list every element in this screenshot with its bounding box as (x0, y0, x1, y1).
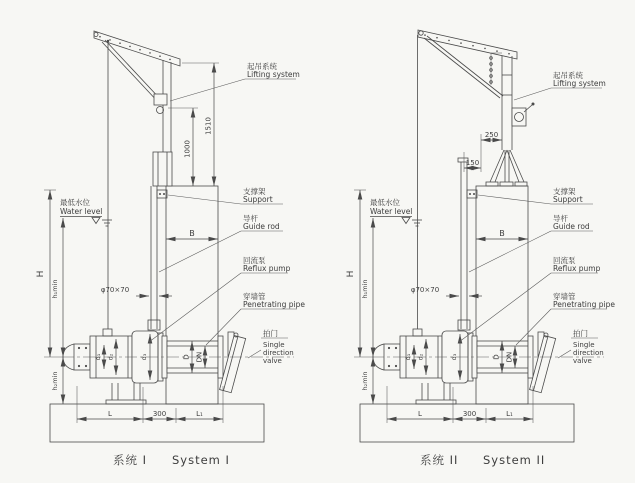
crane-chain (490, 53, 502, 85)
hand-winch (512, 103, 535, 127)
system-1-drawing (36, 31, 305, 467)
davit-beam (94, 31, 180, 66)
system1-common (36, 186, 305, 442)
system1-guide-rod (151, 186, 157, 329)
system2-guide-rod (458, 158, 468, 329)
system2-callout-lifting (514, 70, 606, 100)
system1-height-dimensions (168, 63, 219, 186)
dim-250: 250 (484, 131, 499, 139)
mast-lower-section (153, 152, 172, 186)
crane-tripod-base (486, 150, 527, 186)
system1-lifting-structure (94, 31, 180, 329)
system1-callout-lifting (170, 61, 300, 101)
system1-caption-en: System I (172, 453, 230, 467)
system2-common (346, 186, 615, 442)
dim-1000: 1000 (183, 140, 192, 158)
hoist-hook (157, 107, 164, 114)
lifting-label-zh: 起吊系统 (247, 62, 277, 71)
lifting-label-en: Lifting system (553, 79, 606, 88)
system2-caption-zh: 系统 II (420, 453, 459, 467)
lifting-label-zh: 起吊系统 (553, 71, 583, 80)
system-2-drawing (346, 30, 615, 467)
system2-caption-en: System II (483, 453, 546, 467)
dim-150: 150 (465, 159, 480, 167)
system1-caption-zh: 系统 I (113, 453, 148, 467)
system2-offset-dimensions (464, 131, 502, 172)
lifting-label-en: Lifting system (247, 70, 300, 79)
hoist-trolley (154, 94, 167, 105)
dim-1510: 1510 (204, 117, 213, 135)
